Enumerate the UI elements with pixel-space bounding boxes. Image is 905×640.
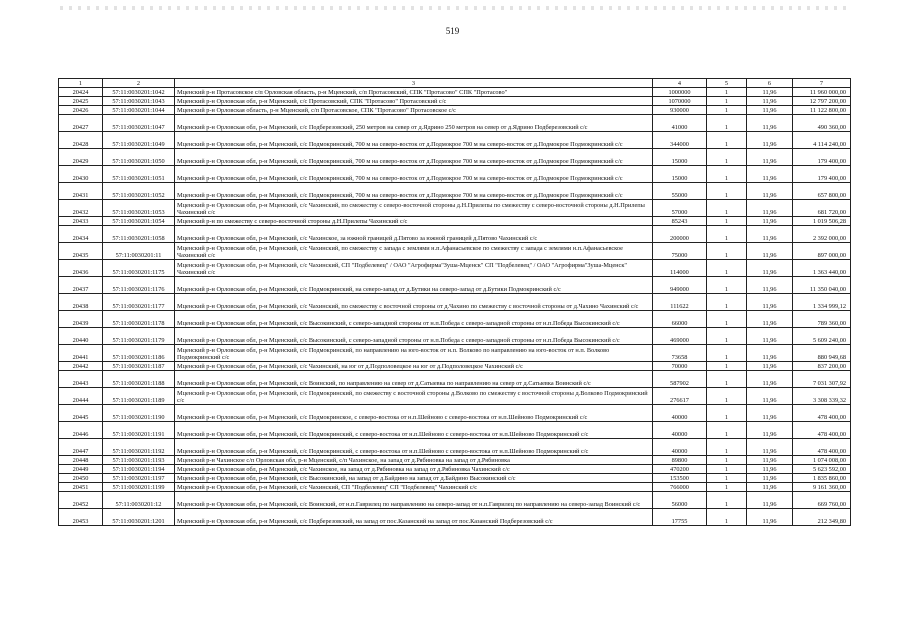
address-cell: Мценский р-н Чахинское с/п Орловская обл, р-н Мценский, с/п Чахинское, на запад от д.Рябиновка на запад от д.Рябиновка [175,456,653,465]
quantity-cell: 1 [707,474,747,483]
row-number-cell: 20450 [59,474,103,483]
area-cell: 153500 [653,474,707,483]
cadastral-value-cell: 11 122 800,00 [793,106,851,115]
row-number-cell: 20447 [59,439,103,456]
table-row [59,483,851,492]
cadastral-number-cell: 57:11:0030201:1049 [103,132,175,149]
cadastral-value-cell: 11 960 000,00 [793,88,851,97]
area-cell: 114000 [653,260,707,277]
area-cell: 15000 [653,166,707,183]
quantity-cell: 1 [707,97,747,106]
quantity-cell: 1 [707,328,747,345]
unit-value-cell: 11,96 [747,132,793,149]
unit-value-cell: 11,96 [747,166,793,183]
cadastral-value-cell: 1 334 999,12 [793,294,851,311]
quantity-cell: 1 [707,492,747,509]
address-cell: Мценский р-н Орловская обл, р-н Мценский, с/с Воинский, от н.п.Гаврилец по направлению на северо-запад от н.п.Гаврилец по направлению на северо-запад Воинский с/с [175,492,653,509]
row-number-cell: 20448 [59,456,103,465]
quantity-cell: 1 [707,183,747,200]
table-row [59,277,851,294]
table-row [59,345,851,362]
table-row [59,106,851,115]
address-cell: Мценский р-н Орловская обл, р-н Мценский, с/с Подмокринский, 700 м на северо-восток от д.Подмокрое 700 м на северо-восток от д.Подмокрое Подмокринский с/с [175,132,653,149]
unit-value-cell: 11,96 [747,311,793,328]
quantity-cell: 1 [707,243,747,260]
cadastral-number-cell: 57:11:0030201:1194 [103,465,175,474]
cadastral-number-cell: 57:11:0030201:1044 [103,106,175,115]
quantity-cell: 1 [707,465,747,474]
unit-value-cell: 11,96 [747,226,793,243]
address-cell: Мценский р-н Орловская область, р-н Мценский, с/п Протасовское, СПК "Протасово" Протасовское с/с [175,106,653,115]
area-cell: 470200 [653,465,707,474]
table-row [59,149,851,166]
table-row [59,456,851,465]
row-number-cell: 20425 [59,97,103,106]
row-number-cell: 20431 [59,183,103,200]
address-cell: Мценский р-н Орловская обл, р-н Мценский, с/с Чахинский, по смежеству с восточной стороны от д.Чахино по смежеству с восточной стороны от д.Чахино Чахинский с/с [175,294,653,311]
unit-value-cell: 11,96 [747,456,793,465]
quantity-cell: 1 [707,149,747,166]
address-cell: Мценский р-н Орловская обл, р-н Мценский, с/с Чахинский, по смежеству с запада с землями н.п.Афанасьевское по смежеству с запада с землями н.п.Афанасьевское Чахинский с/с [175,243,653,260]
table-row [59,97,851,106]
cadastral-number-cell: 57:11:0030201:1188 [103,371,175,388]
cadastral-value-cell: 880 949,68 [793,345,851,362]
cadastral-value-cell: 681 720,00 [793,200,851,217]
row-number-cell: 20441 [59,345,103,362]
area-cell: 469000 [653,328,707,345]
cadastral-value-cell: 2 392 000,00 [793,226,851,243]
quantity-cell: 1 [707,422,747,439]
cadastral-number-cell: 57:11:0030201:1197 [103,474,175,483]
table-row [59,474,851,483]
cadastral-value-cell: 7 031 307,92 [793,371,851,388]
unit-value-cell: 11,96 [747,97,793,106]
area-cell: 930000 [653,106,707,115]
cadastral-number-cell: 57:11:0030201:1042 [103,88,175,97]
area-cell: 89800 [653,456,707,465]
unit-value-cell: 11,96 [747,492,793,509]
table-row [59,492,851,509]
column-header: 1 [59,79,103,88]
column-header: 6 [747,79,793,88]
cadastral-value-cell: 897 000,00 [793,243,851,260]
address-cell: Мценский р-н Орловская обл, р-н Мценский, с/с Высокинский, на запад от д.Байдино на запад от д.Байдино Высокинский с/с [175,474,653,483]
area-cell: 17755 [653,509,707,526]
area-cell: 66000 [653,311,707,328]
address-cell: Мценский р-н Орловская обл, р-н Мценский, с/с Чахинский, СП "Подбелевец" СП "Подбелевец" Чахинский с/с [175,483,653,492]
table-row [59,371,851,388]
cadastral-number-cell: 57:11:0030201:11 [103,243,175,260]
unit-value-cell: 11,96 [747,405,793,422]
address-cell: Мценский р-н Орловская обл, р-н Мценский, с/с Подберезовский, на запад от пос.Казанский на запад от пос.Казанский Подберезовский с/с [175,509,653,526]
cadastral-value-cell: 3 308 339,32 [793,388,851,405]
unit-value-cell: 11,96 [747,465,793,474]
row-number-cell: 20445 [59,405,103,422]
area-cell: 56000 [653,492,707,509]
area-cell: 1070000 [653,97,707,106]
address-cell: Мценский р-н Орловская обл, р-н Мценский, с/с Подмокринский, 700 м на северо-восток от д.Подмокрое 700 м на северо-восток от д.Подмокрое Подмокринский с/с [175,183,653,200]
row-number-cell: 20424 [59,88,103,97]
address-cell: Мценский р-н по смежеству с северо-восточной стороны д.Н.Прилепы Чахинский с/с [175,217,653,226]
cadastral-value-cell: 1 363 440,00 [793,260,851,277]
row-number-cell: 20451 [59,483,103,492]
area-cell: 200000 [653,226,707,243]
cadastral-number-cell: 57:11:0030201:1051 [103,166,175,183]
quantity-cell: 1 [707,509,747,526]
row-number-cell: 20452 [59,492,103,509]
cadastral-number-cell: 57:11:0030201:1189 [103,388,175,405]
quantity-cell: 1 [707,200,747,217]
table-row [59,166,851,183]
header-row [59,79,851,88]
row-number-cell: 20436 [59,260,103,277]
unit-value-cell: 11,96 [747,422,793,439]
quantity-cell: 1 [707,345,747,362]
quantity-cell: 1 [707,456,747,465]
table-row [59,509,851,526]
unit-value-cell: 11,96 [747,217,793,226]
unit-value-cell: 11,96 [747,474,793,483]
table-row [59,132,851,149]
cadastral-value-cell: 478 400,00 [793,405,851,422]
cadastral-number-cell: 57:11:0030201:1193 [103,456,175,465]
cadastral-number-cell: 57:11:0030201:1186 [103,345,175,362]
area-cell: 73658 [653,345,707,362]
quantity-cell: 1 [707,217,747,226]
cadastral-number-cell: 57:11:0030201:1179 [103,328,175,345]
unit-value-cell: 11,96 [747,183,793,200]
area-cell: 344000 [653,132,707,149]
unit-value-cell: 11,96 [747,243,793,260]
table-row [59,183,851,200]
unit-value-cell: 11,96 [747,483,793,492]
quantity-cell: 1 [707,106,747,115]
cadastral-value-cell: 9 161 360,00 [793,483,851,492]
address-cell: Мценский р-н Орловская обл, р-н Мценский, с/с Высокинский, с северо-западной стороны от н.п.Победа с северо-западной стороны от н.п.Победа Высокинский с/с [175,311,653,328]
address-cell: Мценский р-н Орловская обл, р-н Мценский, с/с Чахинский, на юг от д.Подполовецкое на юг от д.Подполовецкое Чахинский с/с [175,362,653,371]
table-row [59,328,851,345]
cadastral-number-cell: 57:11:0030201:1199 [103,483,175,492]
cadastral-number-cell: 57:11:0030201:1058 [103,226,175,243]
quantity-cell: 1 [707,115,747,132]
unit-value-cell: 11,96 [747,328,793,345]
row-number-cell: 20430 [59,166,103,183]
area-cell: 55000 [653,183,707,200]
row-number-cell: 20432 [59,200,103,217]
quantity-cell: 1 [707,371,747,388]
table-row [59,439,851,456]
table-row [59,294,851,311]
address-cell: Мценский р-н Орловская обл, р-н Мценский, с/с Воинский, по направлению на север от д.Сатыевка по направлению на север от д.Сатыевка Воинский с/с [175,371,653,388]
quantity-cell: 1 [707,166,747,183]
quantity-cell: 1 [707,483,747,492]
area-cell: 40000 [653,405,707,422]
cadastral-value-cell: 5 609 240,00 [793,328,851,345]
table-row [59,200,851,217]
unit-value-cell: 11,96 [747,260,793,277]
area-cell: 57000 [653,200,707,217]
address-cell: Мценский р-н Орловская обл, р-н Мценский, с/с Подмокринский, 700 м на северо-восток от д.Подмокрое 700 м на северо-восток от д.Подмокрое Подмокринский с/с [175,166,653,183]
address-cell: Мценский р-н Орловская обл, р-н Мценский, с/с Чахинский, по смежеству с северо-восточной стороны д.Н.Прилепы по смежеству с северо-восточной стороны д.Н.Прилепы Чахинский с/с [175,200,653,217]
cadastral-number-cell: 57:11:0030201:1190 [103,405,175,422]
row-number-cell: 20433 [59,217,103,226]
row-number-cell: 20437 [59,277,103,294]
table-row [59,422,851,439]
area-cell: 15000 [653,149,707,166]
unit-value-cell: 11,96 [747,509,793,526]
quantity-cell: 1 [707,294,747,311]
row-number-cell: 20435 [59,243,103,260]
unit-value-cell: 11,96 [747,362,793,371]
cadastral-number-cell: 57:11:0030201:1053 [103,200,175,217]
cadastral-number-cell: 57:11:0030201:1054 [103,217,175,226]
unit-value-cell: 11,96 [747,388,793,405]
cadastral-value-cell: 478 400,00 [793,422,851,439]
cadastral-number-cell: 57:11:0030201:1192 [103,439,175,456]
row-number-cell: 20434 [59,226,103,243]
area-cell: 70000 [653,362,707,371]
row-number-cell: 20428 [59,132,103,149]
unit-value-cell: 11,96 [747,371,793,388]
cadastral-number-cell: 57:11:0030201:1043 [103,97,175,106]
cadastral-value-cell: 1 019 506,28 [793,217,851,226]
unit-value-cell: 11,96 [747,149,793,166]
row-number-cell: 20453 [59,509,103,526]
cadastral-number-cell: 57:11:0030201:1187 [103,362,175,371]
unit-value-cell: 11,96 [747,439,793,456]
table-row [59,243,851,260]
area-cell: 949000 [653,277,707,294]
address-cell: Мценский р-н Протасовское с/п Орловская область, р-н Мценский, с/п Протасовский, СПК "Протасово" СПК "Протасово" [175,88,653,97]
row-number-cell: 20429 [59,149,103,166]
address-cell: Мценский р-н Орловская обл, р-н Мценский, с/с Подмокринское, с северо-востока от н.п.Шейново с северо-востока от н.п.Шейново Подмокринский с/с [175,405,653,422]
address-cell: Мценский р-н Орловская обл, р-н Мценский, с/с Протасовский, СПК "Протасово" Протасовский с/с [175,97,653,106]
cadastral-number-cell: 57:11:0030201:1052 [103,183,175,200]
table-row [59,465,851,474]
quantity-cell: 1 [707,132,747,149]
cadastral-number-cell: 57:11:0030201:1177 [103,294,175,311]
cadastral-value-cell: 1 835 860,00 [793,474,851,483]
table-row [59,362,851,371]
cadastral-value-cell: 4 114 240,00 [793,132,851,149]
table-row [59,311,851,328]
table-row [59,405,851,422]
area-cell: 75000 [653,243,707,260]
address-cell: Мценский р-н Орловская обл, р-н Мценский, с/с Подмокринский, на северо-запад от д.Бутики на северо-запад от д.Бутики Подмокринский с/с [175,277,653,294]
cadastral-value-cell: 12 797 200,00 [793,97,851,106]
scan-artifact [60,6,850,10]
quantity-cell: 1 [707,388,747,405]
quantity-cell: 1 [707,362,747,371]
address-cell: Мценский р-н Орловская обл, р-н Мценский, с/с Чахинское, на запад от д.Рябиновка на запад от д.Рябиновка Чахинский с/с [175,465,653,474]
cadastral-value-cell: 789 360,00 [793,311,851,328]
address-cell: Мценский р-н Орловская обл, р-н Мценский, с/с Чахинский, СП "Подбелевец" / ОАО "Агрофирма"Зуша-Мценск" СП "Подбелевец" / ОАО "Агрофирма"Зуша-Мценск" Чахинский с/с [175,260,653,277]
row-number-cell: 20438 [59,294,103,311]
cadastral-value-cell: 5 623 592,00 [793,465,851,474]
area-cell: 85243 [653,217,707,226]
row-number-cell: 20443 [59,371,103,388]
area-cell: 1000000 [653,88,707,97]
column-header: 2 [103,79,175,88]
area-cell: 40000 [653,422,707,439]
quantity-cell: 1 [707,226,747,243]
area-cell: 276617 [653,388,707,405]
area-cell: 40000 [653,439,707,456]
cadastral-value-cell: 179 400,00 [793,149,851,166]
address-cell: Мценский р-н Орловская обл, р-н Мценский, с/с Подмокринский, 700 м на северо-восток от д.Подмокрое 700 м на северо-восток от д.Подмокрое Подмокринский с/с [175,149,653,166]
address-cell: Мценский р-н Орловская обл, р-н Мценский, с/с Высокинский, с северо-западной стороны от н.п.Победа с северо-западной стороны от н.п.Победа Высокинский с/с [175,328,653,345]
cadastral-number-cell: 57:11:0030201:1176 [103,277,175,294]
quantity-cell: 1 [707,439,747,456]
row-number-cell: 20440 [59,328,103,345]
area-cell: 41000 [653,115,707,132]
row-number-cell: 20446 [59,422,103,439]
column-header: 7 [793,79,851,88]
quantity-cell: 1 [707,405,747,422]
cadastral-number-cell: 57:11:0030201:1191 [103,422,175,439]
table-row [59,388,851,405]
unit-value-cell: 11,96 [747,345,793,362]
cadastral-value-cell: 212 349,80 [793,509,851,526]
cadastral-number-cell: 57:11:0030201:1047 [103,115,175,132]
table-row [59,226,851,243]
column-header: 5 [707,79,747,88]
cadastral-value-cell: 11 350 040,00 [793,277,851,294]
cadastral-number-cell: 57:11:0030201:1178 [103,311,175,328]
unit-value-cell: 11,96 [747,294,793,311]
unit-value-cell: 11,96 [747,200,793,217]
area-cell: 587902 [653,371,707,388]
address-cell: Мценский р-н Орловская обл, р-н Мценский, с/с Подберезовский, 250 метров на север от д.Ядрино 250 метров на север от д.Ядрино Подберезовский с/с [175,115,653,132]
cadastral-value-cell: 490 360,00 [793,115,851,132]
registry-table [58,78,851,526]
cadastral-number-cell: 57:11:0030201:1175 [103,260,175,277]
address-cell: Мценский р-н Орловская обл, р-н Мценский, с/с Подмокринский, с северо-востока от н.п.Шейново с северо-востока от н.п.Шейново Подмокринский с/с [175,439,653,456]
address-cell: Мценский р-н Орловская обл, р-н Мценский, с/с Подмокринский, с северо-востока от н.п.Шейново с северо-востока от н.п.Шейново Подмокринский с/с [175,422,653,439]
cadastral-value-cell: 669 760,00 [793,492,851,509]
cadastral-number-cell: 57:11:0030201:1201 [103,509,175,526]
row-number-cell: 20427 [59,115,103,132]
area-cell: 766000 [653,483,707,492]
cadastral-value-cell: 179 400,00 [793,166,851,183]
table-body [59,88,851,526]
area-cell: 111622 [653,294,707,311]
row-number-cell: 20426 [59,106,103,115]
quantity-cell: 1 [707,277,747,294]
table-row [59,88,851,97]
unit-value-cell: 11,96 [747,88,793,97]
row-number-cell: 20444 [59,388,103,405]
column-header: 4 [653,79,707,88]
unit-value-cell: 11,96 [747,277,793,294]
cadastral-value-cell: 657 800,00 [793,183,851,200]
row-number-cell: 20442 [59,362,103,371]
address-cell: Мценский р-н Орловская обл, р-н Мценский, с/с Чахинское, за южной границей д.Пятово за южной границей д.Пятово Чахинский с/с [175,226,653,243]
cadastral-number-cell: 57:11:0030201:12 [103,492,175,509]
row-number-cell: 20449 [59,465,103,474]
page-number: 519 [445,26,460,36]
unit-value-cell: 11,96 [747,115,793,132]
cadastral-value-cell: 837 200,00 [793,362,851,371]
cadastral-number-cell: 57:11:0030201:1050 [103,149,175,166]
unit-value-cell: 11,96 [747,106,793,115]
quantity-cell: 1 [707,311,747,328]
row-number-cell: 20439 [59,311,103,328]
column-header: 3 [175,79,653,88]
quantity-cell: 1 [707,88,747,97]
address-cell: Мценский р-н Орловская обл, р-н Мценский, с/с Подмокринский, по смежеству с восточной стороны д.Волково по смежеству с восточной стороны д.Волково Подмокринский с/с [175,388,653,405]
address-cell: Мценский р-н Орловская обл, р-н Мценский, с/с Подмокринский, по направлению на юго-восток от н.п. Волково по направлению на юго-восток от н.п. Волково Подмокринский с/с [175,345,653,362]
quantity-cell: 1 [707,260,747,277]
cadastral-value-cell: 478 400,00 [793,439,851,456]
table-row [59,217,851,226]
table-row [59,260,851,277]
cadastral-value-cell: 1 074 008,00 [793,456,851,465]
table-row [59,115,851,132]
